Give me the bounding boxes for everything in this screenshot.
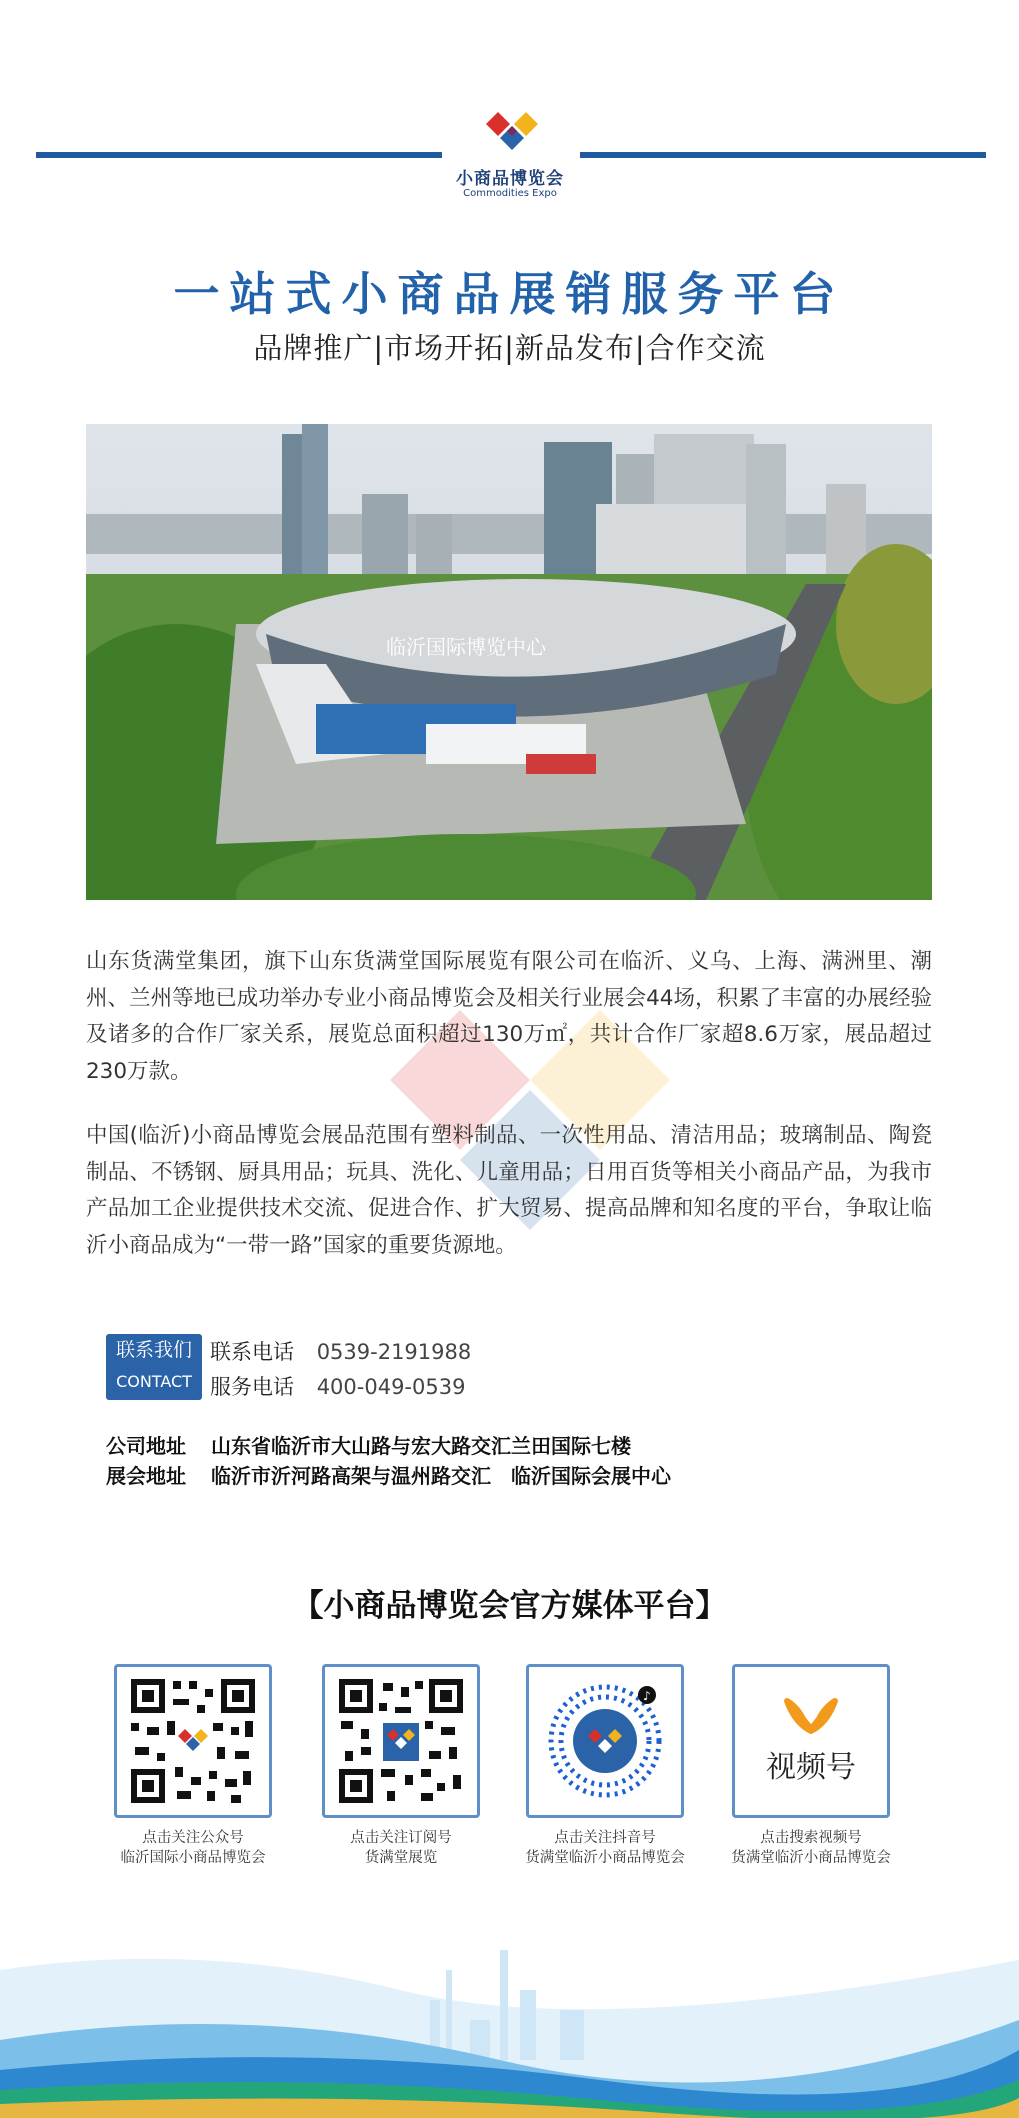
- caption-line1: 点击关注公众号: [142, 1830, 244, 1846]
- douyin-qr-card[interactable]: [526, 1664, 684, 1818]
- header-line-left: [36, 152, 442, 158]
- contact-badge: [106, 1334, 202, 1400]
- contact-badge-en: CONTACT: [116, 1372, 192, 1391]
- service-row: [210, 1371, 465, 1401]
- wechat-official-qr-card[interactable]: [114, 1664, 272, 1818]
- expo-center-photo: [86, 424, 932, 900]
- wechat-subscription-qr-icon: [325, 1667, 477, 1815]
- video-channel-label: 视频号: [766, 1750, 856, 1785]
- service-label: 服务电话: [210, 1375, 294, 1399]
- caption-line2: 临沂国际小商品博览会: [120, 1850, 266, 1866]
- logo-text-en: Commodities Expo: [463, 188, 557, 199]
- media-section-title: 【小商品博览会官方媒体平台】: [292, 1588, 727, 1624]
- caption-line2: 货满堂临沂小商品博览会: [731, 1850, 891, 1866]
- caption-line2: 货满堂展览: [364, 1850, 438, 1866]
- wechat-official-qr-icon: [117, 1667, 269, 1815]
- caption-line1: 点击关注订阅号: [350, 1830, 452, 1846]
- video-channel-caption: [701, 1828, 921, 1868]
- wechat-official-caption: [83, 1828, 303, 1868]
- contact-badge-cn: 联系我们: [115, 1339, 192, 1361]
- expo-center-aerial-photo-icon: [86, 424, 932, 900]
- video-channel-icon: [735, 1667, 887, 1815]
- company-address: 山东省临沂市大山路与宏大路交汇兰田国际七楼: [210, 1434, 631, 1458]
- service-number[interactable]: 400-049-0539: [316, 1375, 466, 1399]
- svg-text:♪: ♪: [643, 1689, 651, 1703]
- douyin-caption: [495, 1828, 715, 1868]
- logo-text-cn: 小商品博览会: [456, 169, 564, 189]
- wechat-subscription-caption: [291, 1828, 511, 1868]
- intro-paragraph-1: 山东货满堂集团，旗下山东货满堂国际展览有限公司在临沂、义乌、上海、满洲里、潮州、兰州等地已成功举办专业小商品博览会及相关行业展会44场，积累了丰富的办展经验及诸多的合作厂家关系，展览总面积超过130万㎡，共计合作厂家超8.6万家，展品超过230万款。: [86, 949, 932, 1084]
- video-channel-card[interactable]: [732, 1664, 890, 1818]
- company-address-row: [106, 1430, 631, 1459]
- company-address-label: 公司地址: [106, 1434, 186, 1458]
- venue-address-label: 展会地址: [106, 1464, 186, 1488]
- footer-wave-decoration: [0, 1930, 1019, 2118]
- venue-address: 临沂市沂河路高架与温州路交汇 临沂国际会展中心: [210, 1464, 671, 1488]
- photo-sign-text: 临沂国际博览中心: [386, 635, 546, 659]
- phone-row: [210, 1336, 471, 1366]
- wechat-subscription-qr-card[interactable]: [322, 1664, 480, 1818]
- douyin-qr-icon: [529, 1667, 681, 1815]
- phone-label: 联系电话: [210, 1340, 294, 1364]
- caption-line1: 点击关注抖音号: [554, 1830, 656, 1846]
- header-line-right: [580, 152, 986, 158]
- phone-number[interactable]: 0539-2191988: [316, 1340, 472, 1364]
- caption-line1: 点击搜索视频号: [760, 1830, 862, 1846]
- venue-address-row: [106, 1460, 671, 1489]
- intro-paragraph-2: 中国(临沂)小商品博览会展品范围有塑料制品、一次性用品、清洁用品；玻璃制品、陶瓷制品、不锈钢、厨具用品；玩具、洗化、儿童用品；日用百货等相关小商品产品，为我市产品加工企业提供技术交流、促进合作、扩大贸易、提高品牌和知名度的平台，争取让临沂小商品成为“一带一路”国家的重要货源地。: [86, 1123, 932, 1258]
- expo-logo-icon: [484, 108, 540, 156]
- page-slogan: 一站式小商品展销服务平台: [173, 267, 846, 321]
- page-subslogan: 品牌推广|市场开拓|新品发布|合作交流: [253, 331, 766, 365]
- caption-line2: 货满堂临沂小商品博览会: [525, 1850, 685, 1866]
